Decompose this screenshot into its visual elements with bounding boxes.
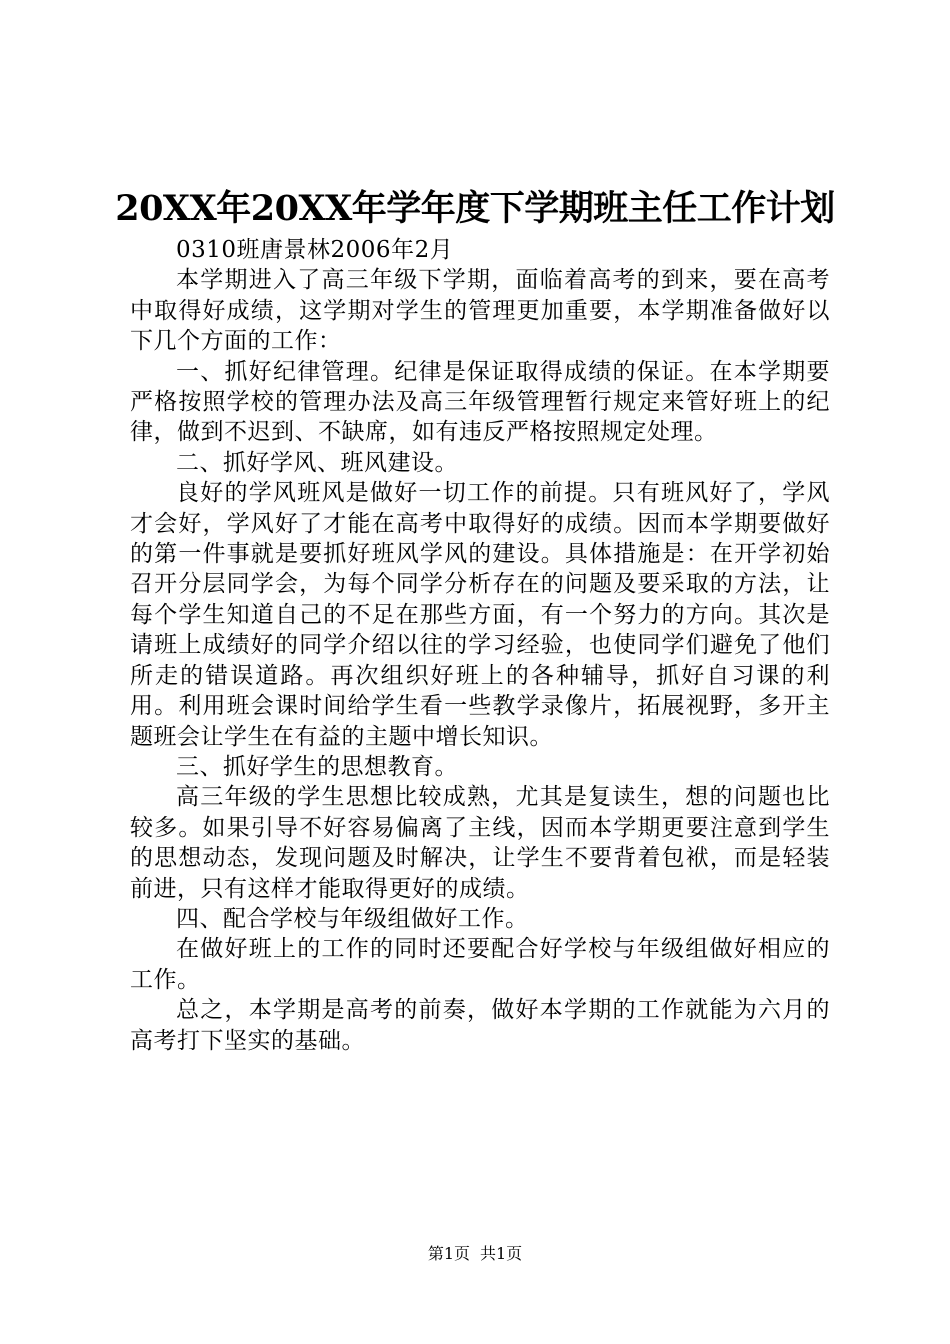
section-heading-cooperation: 四、配合学校与年级组做好工作。 [176,905,529,932]
thought-education-paragraph: 高三年级的学生思想比较成熟，尤其是复读生，想的问题也比较多。如果引导不好容易偏离了主线，因而本学期更要注意到学生的思想动态，发现问题及时解决，让学生不要背着包袱，而是轻装前进，只有这样才能取得更好的成绩。 [130,784,830,902]
conclusion-paragraph: 总之，本学期是高考的前奏，做好本学期的工作就能为六月的高考打下坚实的基础。 [130,997,830,1054]
cooperation-paragraph: 在做好班上的工作的同时还要配合好学校与年级组做好相应的工作。 [130,936,830,993]
section-heading-thought-education: 三、抓好学生的思想教育。 [176,753,458,780]
document-body [130,235,830,1056]
page-number: 第1页 [427,1244,470,1263]
page-footer [0,1243,950,1265]
section-heading-study-style: 二、抓好学风、班风建设。 [176,449,458,476]
document-title: 20XX年20XX年学年度下学期班主任工作计划 [115,188,835,229]
author-date-line: 0310班唐景林2006年2月 [176,237,454,263]
discipline-section-paragraph: 一、抓好纪律管理。纪律是保证取得成绩的保证。在本学期要严格按照学校的管理办法及高三年级管理暂行规定来管好班上的纪律，做到不迟到、不缺席，如有违反严格按照规定处理。 [130,358,830,446]
study-style-paragraph: 良好的学风班风是做好一切工作的前提。只有班风好了，学风才会好，学风好了才能在高考中取得好的成绩。因而本学期要做好的第一件事就是要抓好班风学风的建设。具体措施是：在开学初始召开分层同学会，为每个同学分析存在的问题及要采取的方法，让每个学生知道自己的不足在那些方面，有一个努力的方向。其次是请班上成绩好的同学介绍以往的学习经验，也使同学们避免了他们所走的错误道路。再次组织好班上的各种辅导，抓好自习课的利用。利用班会课时间给学生看一些教学录像片，拓展视野，多开主题班会让学生在有益的主题中增长知识。 [130,480,830,750]
page-total: 共1页 [480,1244,523,1263]
intro-paragraph: 本学期进入了高三年级下学期，面临着高考的到来，要在高考中取得好成绩，这学期对学生的管理更加重要，本学期准备做好以下几个方面的工作： [130,267,830,355]
